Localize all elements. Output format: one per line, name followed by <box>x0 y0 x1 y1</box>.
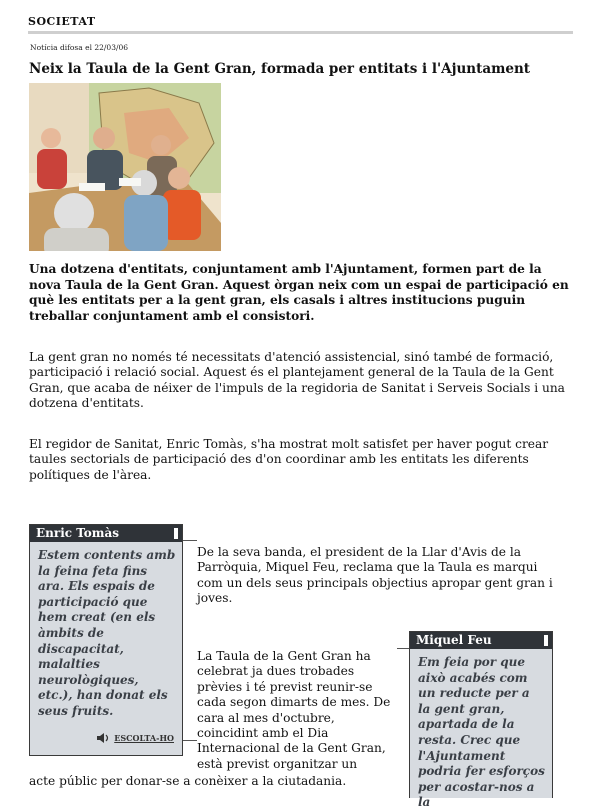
speaker-icon <box>96 733 110 743</box>
article-lead: Una dotzena d'entitats, conjuntament amb l'Ajuntament, formen part de la nova Taula de la Gent Gran. Aquest òrgan neix com un espai de participació en què les entitats per a la gent gran, els casals i altres institucions puguin treballar conjuntament amb el consistori. <box>29 262 569 323</box>
article-headline: Neix la Taula de la Gent Gran, formada per entitats i l'Ajuntament <box>29 61 531 77</box>
paragraph-2: El regidor de Sanitat, Enric Tomàs, s'ha mostrat molt satisfet per haver pogut crear taules sectorials de participació des d'on coordinar amb les entitats les diferents polítiques de l'àrea. <box>29 437 549 482</box>
quote-left-name: Enric Tomàs <box>36 526 120 540</box>
section-divider <box>28 31 573 34</box>
header-marker <box>174 528 178 539</box>
listen-link[interactable] <box>96 733 174 743</box>
quote-left-text: Estem contents amb la feina feta fins ara. Els espais de participació que hem creat (en els àmbits de discapacitat, malalties neurològiques, etc.), han donat els seus fruits. <box>38 548 176 718</box>
column-paragraph-1: De la seva banda, el president de la Llar d'Avis de la Parròquia, Miquel Feu, reclama que la Taula es marqui com un dels seus principals objectius apropar gent gran i joves. <box>197 545 553 606</box>
column-paragraph-2: La Taula de la Gent Gran ha celebrat ja dues trobades prèvies i té previst reunir-se cada segon dimarts de mes. De cara al mes d'octubre, coincidint amb el Dia Internacional de la Gent Gran, està previst organitzar un <box>197 649 391 771</box>
connector-line <box>183 540 197 541</box>
meeting-photo <box>29 83 221 251</box>
quote-right-text: Em feia por que això acabés com un reducte per a la gent gran, apartada de la resta. Crec que l'Ajuntament podria fer esforços per acostar-nos a la <box>418 655 545 810</box>
date-line: Notícia difosa el 22/03/06 <box>30 43 129 52</box>
column-paragraph-3: acte públic per donar-se a conèixer a la ciutadania. <box>29 774 347 788</box>
quote-box-left <box>29 524 183 756</box>
quote-box-right <box>409 631 553 810</box>
header-marker <box>544 635 548 646</box>
quote-box-right-header <box>410 632 552 649</box>
photo-illustration <box>29 83 221 251</box>
connector-line <box>397 648 409 649</box>
connector-line <box>183 740 197 741</box>
listen-label: ESCOLTA-HO <box>114 733 174 743</box>
quote-box-left-header <box>30 525 182 542</box>
quote-right-name: Miquel Feu <box>416 633 492 647</box>
paragraph-1: La gent gran no només té necessitats d'atenció assistencial, sinó també de formació, participació i relació social. Aquest és el plantejament general de la Taula de la Gent Gran, que acaba de néixer de l'impuls de la regidoria de Sanitat i Serveis Socials i una dotzena d'entitats. <box>29 350 565 411</box>
section-label: SOCIETAT <box>28 15 96 28</box>
